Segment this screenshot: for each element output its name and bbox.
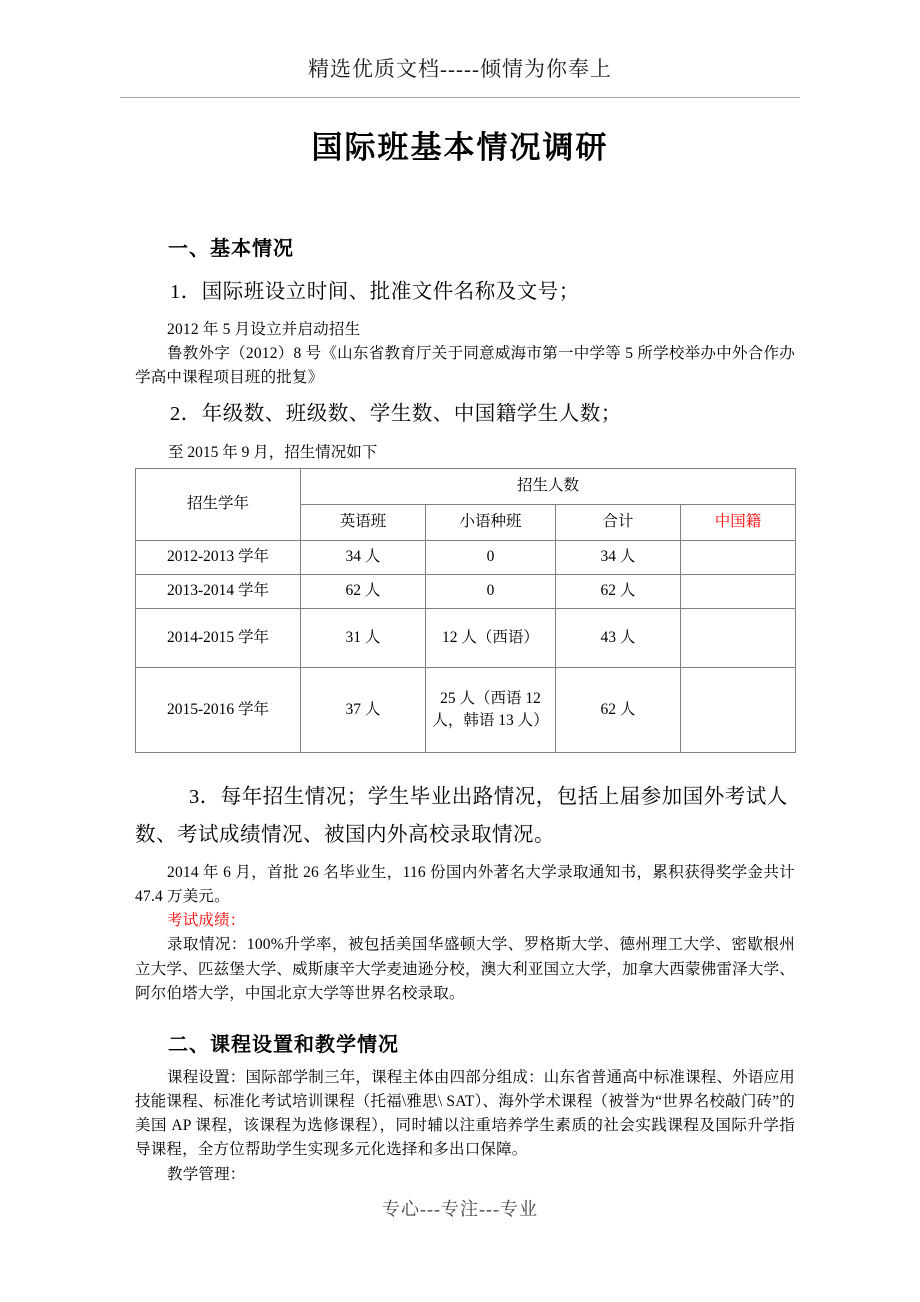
table-header-group: 招生人数 (301, 469, 796, 505)
spacer (135, 390, 795, 399)
table-row (136, 609, 796, 668)
cell-year: 2015-2016 学年 (136, 668, 301, 753)
running-header-text: 精选优质文档-----倾情为你奉上 (308, 57, 612, 81)
cell-year: 2012-2013 学年 (136, 541, 301, 575)
running-header (120, 58, 800, 81)
table-header-minor: 小语种班 (426, 505, 556, 541)
subsection-heading-3: 3．每年招生情况；学生毕业出路情况，包括上届参加国外考试人数、考试成绩情况、被国内外高校录取情况。 (135, 786, 788, 846)
table-header-total: 合计 (556, 505, 681, 541)
table-header-english: 英语班 (301, 505, 426, 541)
table-row (136, 668, 796, 753)
document-body (135, 232, 795, 1187)
page-footer: 专心---专注---专业 (382, 1199, 538, 1219)
cell-minor: 0 (426, 541, 556, 575)
paragraph-graduates-stats: 2014 年 6 月，首批 26 名毕业生，116 份国内外著名大学录取通知书，累积获得奖学金共计 47.4 万美元。 (135, 863, 795, 906)
cell-total: 62 人 (556, 575, 681, 609)
cell-year: 2013-2014 学年 (136, 575, 301, 609)
section-heading-one: 一、基本情况 (168, 238, 294, 260)
cell-english: 37 人 (301, 668, 426, 753)
cell-chinese (681, 541, 796, 575)
paragraph-teaching-management: 教学管理： (167, 1165, 246, 1183)
cell-year: 2014-2015 学年 (136, 609, 301, 668)
table-row (136, 541, 796, 575)
table-header-year: 招生学年 (136, 469, 301, 541)
cell-english: 31 人 (301, 609, 426, 668)
subsection-heading-2: 2．年级数、班级数、学生数、中国籍学生人数； (170, 403, 622, 426)
table-row (136, 575, 796, 609)
paragraph-establish-date: 2012 年 5 月设立并启动招生 (167, 320, 361, 338)
table-header-chinese: 中国籍 (681, 505, 796, 541)
paragraph-admissions: 录取情况：100%升学率，被包括美国华盛顿大学、罗格斯大学、德州理工大学、密歇根州立大学、匹兹堡大学、威斯康辛大学麦迪逊分校，澳大利亚国立大学，加拿大西蒙佛雷泽大学、阿尔伯塔大学，中国北京大学等世界名校录取。 (135, 936, 795, 1002)
cell-english: 62 人 (301, 575, 426, 609)
paragraph-curriculum: 课程设置：国际部学制三年，课程主体由四部分组成：山东省普通高中标准课程、外语应用技能课程、标准化考试培训课程（托福\雅思\ SAT）、海外学术课程（被誉为“世界名校敲门砖”的美国 AP 课程，该课程为选修课程），同时辅以注重培养学生素质的社会实践课程及国际升学指导课程，全方位帮助学生实现多元化选择和多出口保障。 (135, 1068, 796, 1159)
page-title: 国际班基本情况调研 (311, 130, 609, 165)
cell-total: 43 人 (556, 609, 681, 668)
cell-minor: 25 人（西语 12 人，韩语 13 人） (426, 668, 556, 753)
spacer (135, 753, 795, 779)
cell-total: 34 人 (556, 541, 681, 575)
section-heading-two: 二、课程设置和教学情况 (168, 1033, 399, 1056)
table-intro-text: 至 2015 年 9 月，招生情况如下 (168, 444, 378, 462)
cell-chinese (681, 668, 796, 753)
cell-minor: 0 (426, 575, 556, 609)
table-header-row-top (136, 469, 796, 505)
header-divider (120, 97, 800, 98)
cell-chinese (681, 609, 796, 668)
cell-minor: 12 人（西语） (426, 609, 556, 668)
cell-total: 62 人 (556, 668, 681, 753)
subsection-heading-1: 1．国际班设立时间、批准文件名称及文号； (170, 281, 580, 303)
cell-english: 34 人 (301, 541, 426, 575)
paragraph-approval-document: 鲁教外字（2012）8 号《山东省教育厅关于同意威海市第一中学等 5 所学校举办中外合作办学高中课程项目班的批复》 (135, 344, 795, 387)
enrollment-table (135, 468, 796, 753)
cell-chinese (681, 575, 796, 609)
paragraph-exam-scores-label: 考试成绩： (167, 912, 246, 930)
